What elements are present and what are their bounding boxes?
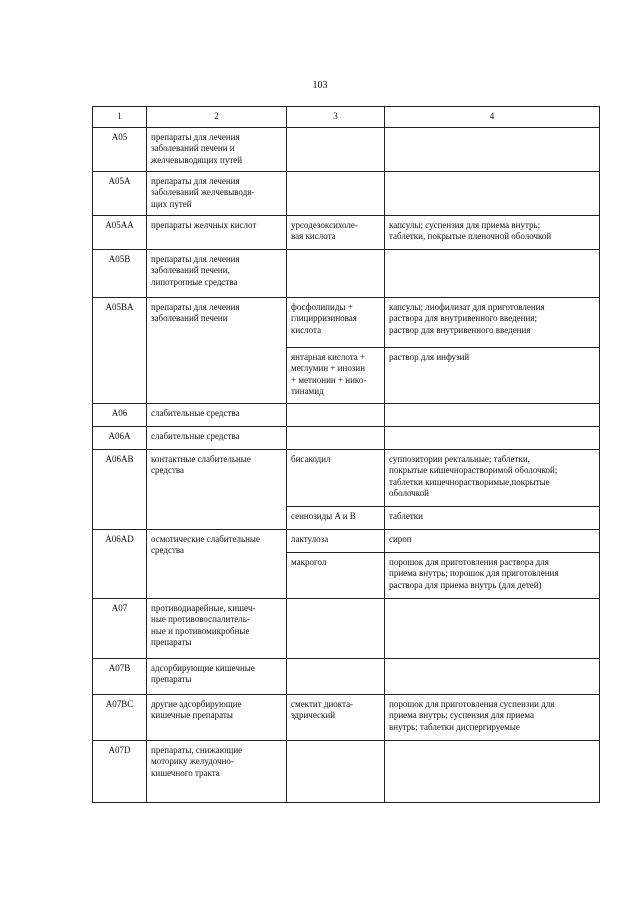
drug-table xyxy=(92,106,600,803)
table-row xyxy=(93,529,600,552)
atc-code-cell: A06 xyxy=(93,403,147,426)
drug-name-cell xyxy=(287,426,385,449)
group-name-cell: адсорбирующие кишечные препараты xyxy=(147,658,287,694)
drug-name-cell xyxy=(287,403,385,426)
table-row xyxy=(93,426,600,449)
atc-code-cell: A05 xyxy=(93,127,147,171)
dosage-form-cell: капсулы; суспензия для приема внутрь; таблетки, покрытые пленочной оболочкой xyxy=(385,215,600,249)
table-row xyxy=(93,449,600,506)
dosage-form-cell: порошок для приготовления суспензии для приема внутрь; суспензия для приема внутрь; таблетки диспергируемые xyxy=(385,694,600,740)
header-cell: 2 xyxy=(147,107,287,128)
atc-code-cell: A06A xyxy=(93,426,147,449)
table-row xyxy=(93,249,600,297)
group-name-cell: осмотические слабительные средства xyxy=(147,529,287,598)
table-row xyxy=(93,740,600,802)
atc-code-cell: A07BC xyxy=(93,694,147,740)
atc-code-cell: A05AA xyxy=(93,215,147,249)
dosage-form-cell: сироп xyxy=(385,529,600,552)
dosage-form-cell xyxy=(385,740,600,802)
group-name-cell: препараты для лечения заболеваний печени xyxy=(147,297,287,403)
dosage-form-cell: раствор для инфузий xyxy=(385,347,600,403)
group-name-cell: препараты для лечения заболеваний желчевыводя- щих путей xyxy=(147,171,287,215)
table-row xyxy=(93,127,600,171)
atc-code-cell: A07 xyxy=(93,598,147,658)
group-name-cell: слабительные средства xyxy=(147,426,287,449)
dosage-form-cell xyxy=(385,658,600,694)
table-row xyxy=(93,403,600,426)
group-name-cell: препараты желчных кислот xyxy=(147,215,287,249)
drug-name-cell xyxy=(287,658,385,694)
dosage-form-cell xyxy=(385,171,600,215)
atc-code-cell: A05B xyxy=(93,249,147,297)
atc-code-cell: A05A xyxy=(93,171,147,215)
dosage-form-cell xyxy=(385,127,600,171)
drug-name-cell: смектит диокта- эдрический xyxy=(287,694,385,740)
atc-code-cell: A05BA xyxy=(93,297,147,403)
dosage-form-cell xyxy=(385,249,600,297)
table-row xyxy=(93,598,600,658)
drug-name-cell xyxy=(287,740,385,802)
drug-name-cell xyxy=(287,171,385,215)
table-body xyxy=(93,107,600,803)
drug-name-cell: бисакодил xyxy=(287,449,385,506)
group-name-cell: препараты, снижающие моторику желудочно- кишечного тракта xyxy=(147,740,287,802)
drug-name-cell: янтарная кислота + меглумин + инозин + метионин + нико- тинамид xyxy=(287,347,385,403)
dosage-form-cell xyxy=(385,426,600,449)
group-name-cell: препараты для лечения заболеваний печени, липотропные средства xyxy=(147,249,287,297)
atc-code-cell: A07D xyxy=(93,740,147,802)
drug-name-cell: урсодезоксихоле- вая кислота xyxy=(287,215,385,249)
drug-name-cell xyxy=(287,249,385,297)
drug-name-cell xyxy=(287,598,385,658)
dosage-form-cell xyxy=(385,403,600,426)
drug-name-cell xyxy=(287,127,385,171)
header-cell: 1 xyxy=(93,107,147,128)
dosage-form-cell xyxy=(385,598,600,658)
page-number: 103 xyxy=(312,80,328,91)
header-cell: 4 xyxy=(385,107,600,128)
atc-code-cell: A06AB xyxy=(93,449,147,529)
atc-code-cell: A07B xyxy=(93,658,147,694)
table-row xyxy=(93,658,600,694)
table-row xyxy=(93,297,600,347)
table-header-row xyxy=(93,107,600,128)
group-name-cell: препараты для лечения заболеваний печени и желчевыводящих путей xyxy=(147,127,287,171)
table-row xyxy=(93,171,600,215)
drug-name-cell: лактулоза xyxy=(287,529,385,552)
group-name-cell: противодиарейные, кишеч- ные противовоспалитель- ные и противомикробные препараты xyxy=(147,598,287,658)
drug-name-cell: фосфолипиды + глицирризиновая кислота xyxy=(287,297,385,347)
table-row xyxy=(93,215,600,249)
drug-name-cell: сеннозиды A и B xyxy=(287,506,385,529)
dosage-form-cell: таблетки xyxy=(385,506,600,529)
dosage-form-cell: суппозитории ректальные; таблетки, покрытые кишечнорастворимой оболочкой; таблетки кишечнорастворимые,покрытые оболочкой xyxy=(385,449,600,506)
header-cell: 3 xyxy=(287,107,385,128)
table-row xyxy=(93,694,600,740)
drug-name-cell: макрогол xyxy=(287,552,385,598)
dosage-form-cell: порошок для приготовления раствора для приема внутрь; порошок для приготовления раствора для приема внутрь (для детей) xyxy=(385,552,600,598)
atc-code-cell: A06AD xyxy=(93,529,147,598)
group-name-cell: другие адсорбирующие кишечные препараты xyxy=(147,694,287,740)
group-name-cell: слабительные средства xyxy=(147,403,287,426)
dosage-form-cell: капсулы; лиофилизат для приготовления раствора для внутривенного введения; раствор для внутривенного введения xyxy=(385,297,600,347)
group-name-cell: контактные слабительные средства xyxy=(147,449,287,529)
